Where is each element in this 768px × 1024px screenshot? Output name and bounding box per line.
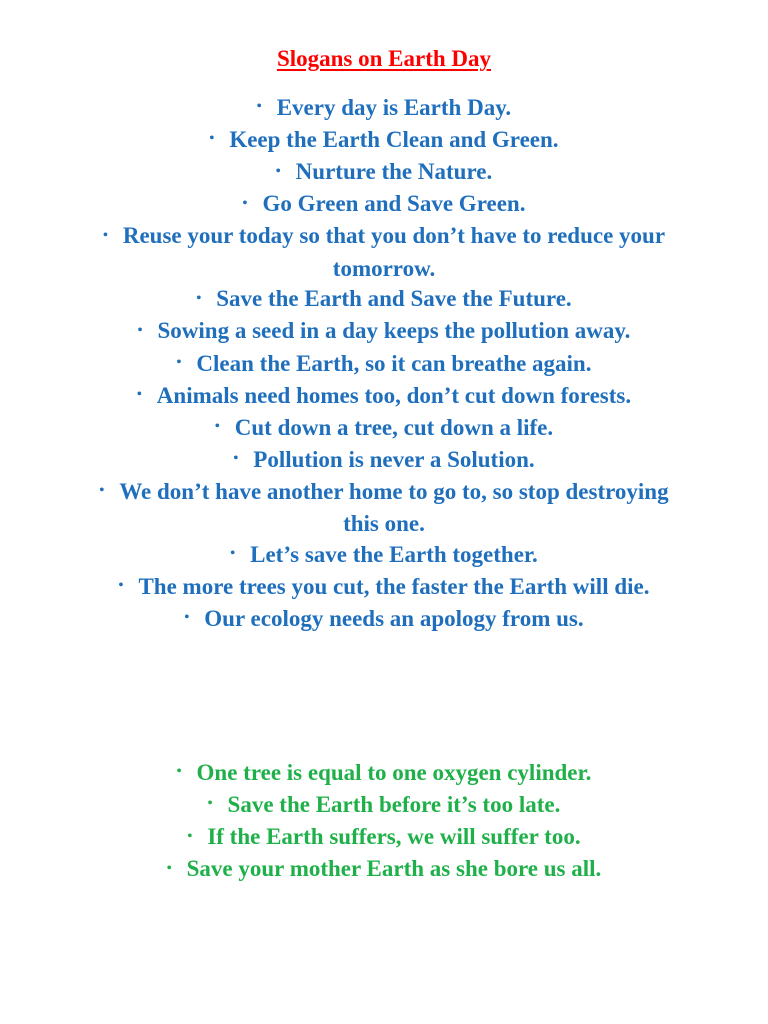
list-item <box>0 189 768 221</box>
blue-slogan-list <box>0 93 768 636</box>
bullet-icon: • <box>136 386 142 402</box>
slogan-text: We don’t have another home to go to, so stop destroying this one. <box>119 479 669 537</box>
page-title: Slogans on Earth Day <box>276 46 492 71</box>
bullet-icon: • <box>176 354 182 370</box>
list-item <box>0 604 768 636</box>
list-item <box>0 284 768 316</box>
slogan-text: Let’s save the Earth together. <box>250 541 538 567</box>
list-item <box>0 413 768 445</box>
bullet-icon: • <box>207 796 213 812</box>
list-item <box>0 790 768 822</box>
slogan-text: Animals need homes too, don’t cut down forests. <box>156 382 632 408</box>
slogan-text: Cut down a tree, cut down a life. <box>234 414 554 440</box>
bullet-icon: • <box>118 578 124 594</box>
slogan-text: Pollution is never a Solution. <box>253 446 535 472</box>
bullet-icon: • <box>99 483 105 499</box>
bullet-icon: • <box>184 610 190 626</box>
slogan-text: The more trees you cut, the faster the Earth will die. <box>138 574 650 600</box>
list-item <box>0 822 768 854</box>
list-item <box>0 477 768 540</box>
slogan-text: Save the Earth before it’s too late. <box>227 792 561 818</box>
bullet-icon: • <box>256 99 262 115</box>
slogan-text: Save the Earth and Save the Future. <box>216 286 572 312</box>
slogan-text: Sowing a seed in a day keeps the pollution away. <box>157 318 631 344</box>
bullet-icon: • <box>102 227 108 243</box>
slogan-text: Every day is Earth Day. <box>276 95 512 120</box>
list-item <box>0 125 768 157</box>
list-item <box>0 540 768 572</box>
list-item <box>0 854 768 886</box>
bullet-icon: • <box>275 163 281 179</box>
bullet-icon: • <box>242 195 248 211</box>
bullet-icon: • <box>196 290 202 306</box>
slogan-text: Keep the Earth Clean and Green. <box>229 127 559 153</box>
list-item <box>0 572 768 604</box>
bullet-icon: • <box>137 322 143 338</box>
list-item <box>0 445 768 477</box>
slogan-text: Clean the Earth, so it can breathe again. <box>196 350 592 376</box>
slogan-text: If the Earth suffers, we will suffer too. <box>207 824 581 850</box>
slogan-text: Save your mother Earth as she bore us all. <box>186 856 602 882</box>
bullet-icon: • <box>176 764 182 780</box>
list-item <box>0 758 768 790</box>
list-item <box>0 93 768 125</box>
list-item <box>0 349 768 381</box>
slogan-text: Our ecology needs an apology from us. <box>204 606 584 632</box>
slogan-text: Reuse your today so that you don’t have to reduce your tomorrow. <box>122 223 666 281</box>
bullet-icon: • <box>214 419 220 435</box>
slogan-text: Go Green and Save Green. <box>262 191 526 217</box>
bullet-icon: • <box>209 131 215 147</box>
slogan-text: Nurture the Nature. <box>295 159 493 185</box>
list-item <box>0 316 768 348</box>
green-slogan-list <box>0 758 768 886</box>
bullet-icon: • <box>230 546 236 562</box>
bullet-icon: • <box>233 451 239 467</box>
bullet-icon: • <box>166 860 172 876</box>
list-item <box>0 157 768 189</box>
bullet-icon: • <box>187 828 193 844</box>
list-item <box>0 381 768 413</box>
list-item <box>0 221 768 284</box>
slogan-text: One tree is equal to one oxygen cylinder. <box>196 760 592 785</box>
